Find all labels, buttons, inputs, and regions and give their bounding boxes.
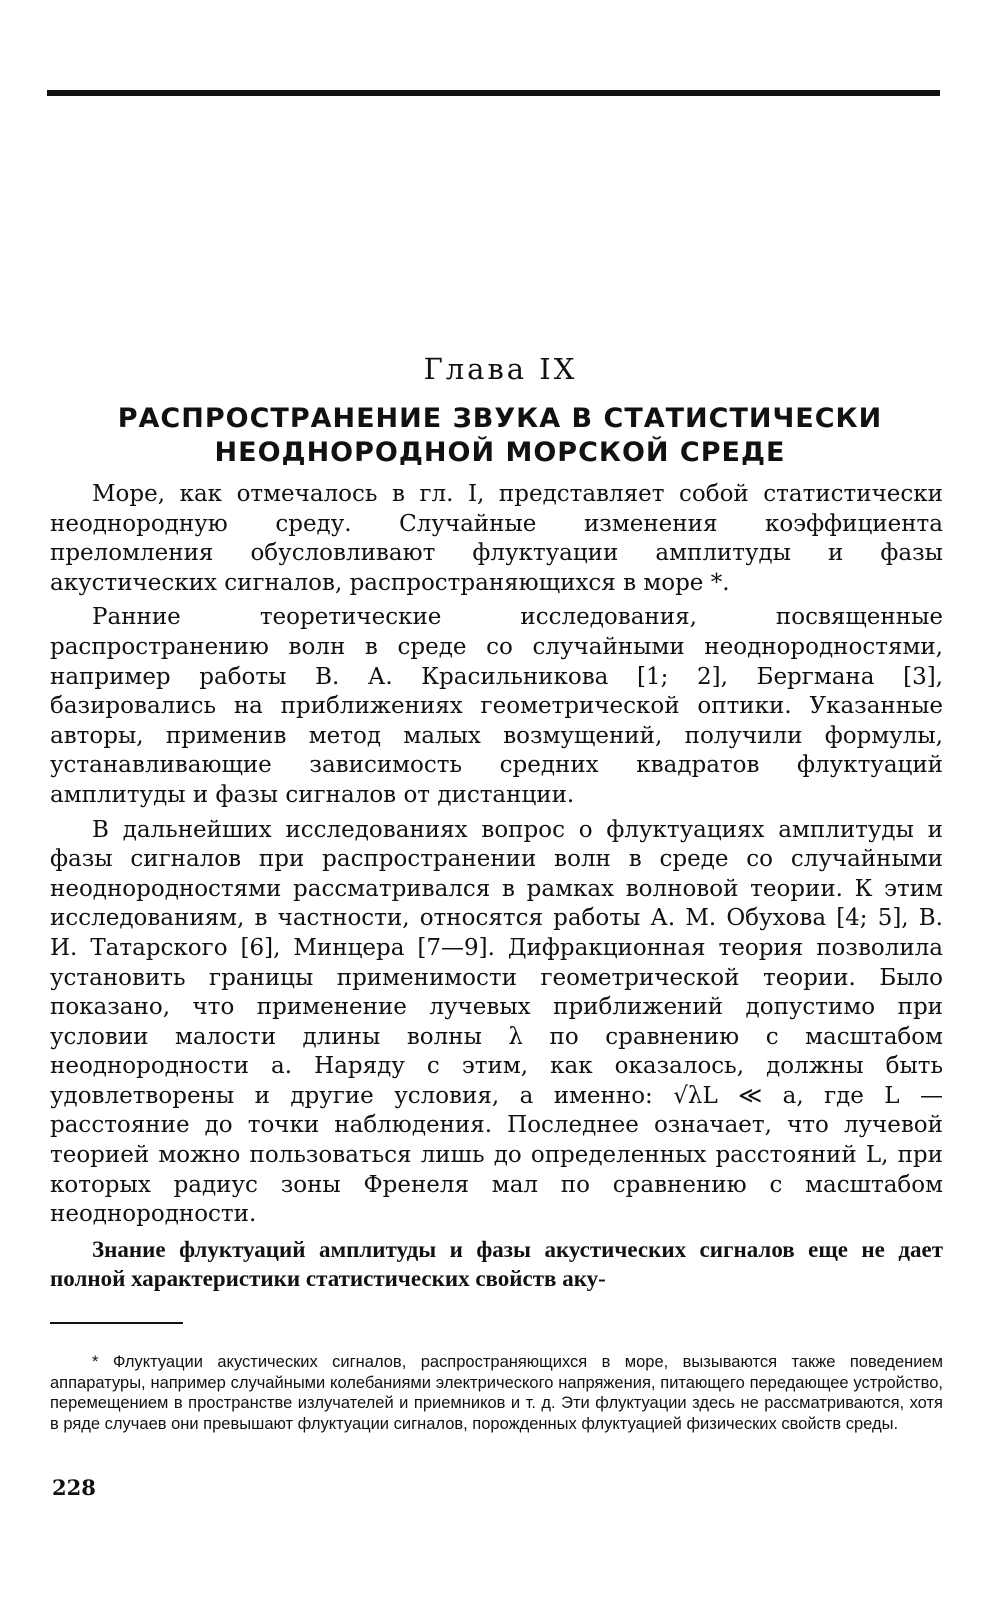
page-number: 228 — [52, 1475, 96, 1500]
chapter-title-line-2: НЕОДНОРОДНОЙ МОРСКОЙ СРЕДЕ — [214, 437, 786, 468]
chapter-title — [60, 402, 940, 470]
paragraph-4: Знание флуктуаций амплитуды и фазы акустических сигналов еще не дает полной характеристики статистических свойств аку- — [50, 1236, 943, 1292]
top-rule — [47, 90, 940, 96]
footnote-rule — [50, 1322, 183, 1324]
paragraph-1: Море, как отмечалось в гл. I, представляет собой статистически неоднородную среду. Случайные изменения коэффициента преломления обусловливают флуктуации амплитуды и фазы акустических сигналов, распространяющихся в море *. — [50, 481, 943, 596]
chapter-heading: Глава IX — [423, 352, 578, 386]
body-text — [50, 480, 943, 1299]
chapter-title-line-1: РАСПРОСТРАНЕНИЕ ЗВУКА В СТАТИСТИЧЕСКИ — [117, 403, 883, 434]
paragraph-2: Ранние теоретические исследования, посвященные распространению волн в среде со случайными неоднородностями, например работы В. А. Красильникова [1; 2], Бергмана [3], базировались на приближениях геометрической оптики. Указанные авторы, применив метод малых возмущений, получили формулы, устанавливающие зависимость средних квадратов флуктуаций амплитуды и фазы сигналов от дистанции. — [50, 604, 943, 808]
footnote-text: * Флуктуации акустических сигналов, распространяющихся в море, вызываются также поведением аппаратуры, например случайными колебаниями электрического напряжения, питающего передающее устройство, перемещением в пространстве излучателей и приемников и т. д. Эти флуктуации здесь не рассматриваются, хотя в ряде случаев они превышают флуктуации сигналов, порожденных флуктуацией физических свойств среды. — [50, 1353, 943, 1433]
footnote — [50, 1352, 943, 1434]
paragraph-3: В дальнейших исследованиях вопрос о флуктуациях амплитуды и фазы сигналов при распространении волн в среде со случайными неоднородностями рассматривался в рамках волновой теории. К этим исследованиям, в частности, относятся работы А. М. Обухова [4; 5], В. И. Татарского [6], Минцера [7—9]. Дифракционная теория позволила установить границы применимости геометрической теории. Было показано, что применение лучевых приближений допустимо при условии малости длины волны λ по сравнению с масштабом неоднородности a. Наряду с этим, как оказалось, должны быть удовлетворены и другие условия, а именно: √λL ≪ a, где L — расстояние до точки наблюдения. Последнее означает, что лучевой теорией можно пользоваться лишь до определенных расстояний L, при которых радиус зоны Френеля мал по сравнению с масштабом неоднородности. — [50, 816, 943, 1228]
